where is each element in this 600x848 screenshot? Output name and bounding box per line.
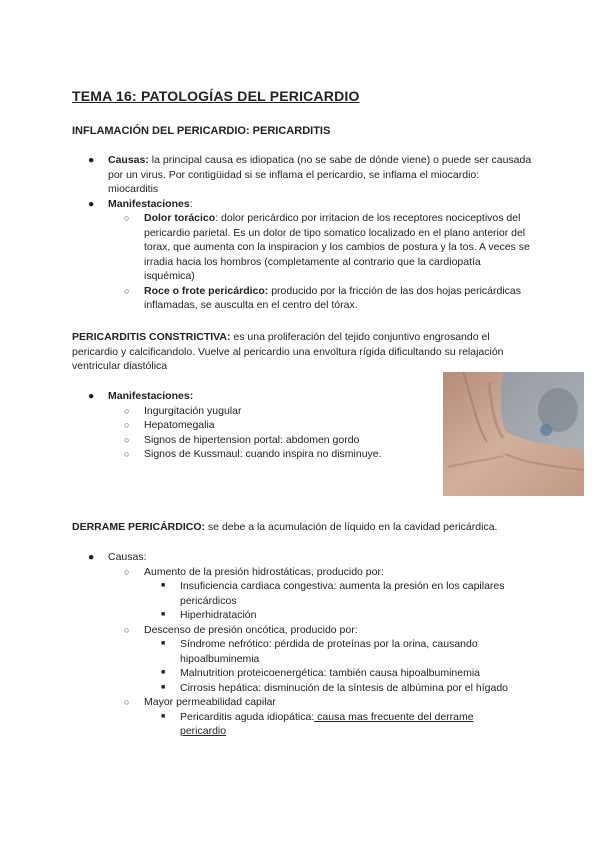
list-item: ■ Malnutrition proteicoenergética: también causa hipoalbuminemia: [161, 667, 481, 679]
circle-bullet-icon: ○: [124, 405, 130, 416]
list-item: ■ Síndrome nefrótico: pérdida de proteínas por la orina, causando hipoalbuminemia: [161, 638, 478, 665]
derrame-list: [72, 550, 522, 739]
square-bullet-icon: ■: [161, 582, 166, 589]
square-bullet-icon: ■: [161, 712, 166, 720]
list-item: ○ Signos de Kussmaul: cuando inspira no disminuye.: [124, 448, 382, 460]
list-item: ○ Ingurgitación yugular: [124, 404, 242, 417]
pericarditis-list: [72, 153, 532, 313]
bullet-icon: ●: [88, 390, 95, 402]
list-item: ■ Cirrosis hepática: disminución de la síntesis de albúmina por el hígado: [161, 681, 509, 694]
square-bullet-icon: ■: [161, 611, 166, 618]
circle-bullet-icon: ○: [124, 624, 130, 635]
list-item-causas: ● Causas: ○ Aumento de la presión hidrostáticas, producido por: ■ Insuficiencia cardiaca congestiva: aumenta la presión en los capilares pericárdicos ■ Hiperhidratación ○ Descenso de presión oncótica, producido por: ■ Síndrome nefrótico: pérdida de proteínas por la orina, causando hipoalbuminemia ■ Malnutrition proteicoenergética: también causa hipoalbuminemia ■ Cirrosis hepática: disminución de la síntesis de albúmina por el hígado ○ Mayor permeabilidad capilar ■ Pericarditis aguda idiopática: causa mas frecuente del derrame pericardio: [72, 550, 522, 739]
list-item-manifestaciones: ● Manifestaciones: ○ Dolor torácico: dolor pericárdico por irritacion de los receptores nociceptivos del pericardio parietal. Es un dolor de tipo somatico localizado en el plano anterior del torax, que aumenta con la inspiracion y los cambios de postura y la tos. A veces se irradia hacia los hombros (completamente al contrario que la cardiopatía isquémica) ○ Roce o frote pericárdico: producido por la fricción de las dos hojas pericárdicas inflamadas, se ausculta en el centro del tórax.: [72, 197, 532, 313]
list-item-oncotica: ○ Descenso de presión oncótica, producido por: ■ Síndrome nefrótico: pérdida de proteínas por la orina, causando hipoalbuminemia ■ Malnutrition proteicoenergética: también causa hipoalbuminemia ■ Cirrosis hepática: disminución de la síntesis de albúmina por el hígado: [108, 623, 522, 696]
list-item-roce: ○ Roce o frote pericárdico: producido por la fricción de las dos hojas pericárdicas inflamadas, se ausculta en el centro del tórax.: [124, 284, 521, 311]
list-item: ■ Pericarditis aguda idiopática: causa mas frecuente del derrame pericardio: [161, 710, 474, 737]
circle-bullet-icon: ○: [124, 434, 130, 445]
page-title: TEMA 16: PATOLOGÍAS DEL PERICARDIO: [72, 88, 360, 104]
list-item: ○ Signos de hipertension portal: abdomen gordo: [124, 433, 360, 446]
derrame-paragraph: DERRAME PERICÁRDICO: se debe a la acumulación de líquido en la cavidad pericárdica.: [72, 521, 498, 533]
list-item-manifestaciones: ● Manifestaciones: ○ Ingurgitación yugular ○ Hepatomegalia ○ Signos de hipertension portal: abdomen gordo ○ Signos de Kussmaul: cuando inspira no disminuye.: [72, 389, 432, 462]
circle-bullet-icon: ○: [124, 285, 130, 296]
list-item: ■ Insuficiencia cardiaca congestiva: aumenta la presión en los capilares pericárdicos: [161, 580, 505, 607]
jugular-distension-photo: [443, 372, 584, 496]
list-item-permeabilidad: ○ Mayor permeabilidad capilar ■ Pericarditis aguda idiopática: causa mas frecuente del derrame pericardio: [108, 695, 522, 739]
list-item: ■ Hiperhidratación: [161, 609, 257, 621]
square-bullet-icon: ■: [161, 683, 166, 691]
constrictiva-list: [72, 389, 432, 462]
circle-bullet-icon: ○: [124, 449, 130, 459]
circle-bullet-icon: ○: [124, 213, 130, 223]
square-bullet-icon: ■: [161, 669, 166, 676]
circle-bullet-icon: ○: [124, 566, 130, 577]
bullet-icon: ●: [88, 154, 95, 166]
square-bullet-icon: ■: [161, 640, 166, 647]
section-heading-pericarditis: INFLAMACIÓN DEL PERICARDIO: PERICARDITIS: [72, 125, 331, 137]
bullet-icon: ●: [88, 551, 95, 563]
constrictiva-paragraph: PERICARDITIS CONSTRICTIVA: es una proliferación del tejido conjuntivo engrosando el pericardio y calcificandolo. Vuelve al pericardio una envoltura rígida dificultando su relajación ventricular diastólica: [72, 331, 504, 372]
list-item: ○ Hepatomegalia: [124, 419, 215, 431]
circle-bullet-icon: ○: [124, 420, 130, 430]
circle-bullet-icon: ○: [124, 697, 130, 707]
bullet-icon: ●: [88, 197, 95, 210]
list-item-causas: ● Causas: la principal causa es idiopatica (no se sabe de dónde viene) o puede ser causada por un virus. Por contigüidad si se inflama el pericardio, se inflama el miocardio: miocarditis: [88, 154, 532, 195]
neck-image: [443, 372, 584, 496]
list-item-dolor: ○ Dolor torácico: dolor pericárdico por irritacion de los receptores nociceptivos del pericardio parietal. Es un dolor de tipo somatico localizado en el plano anterior del torax, que aumenta con la inspiracion y los cambios de postura y la tos. A veces se irradia hacia los hombros (completamente al contrario que la cardiopatía isquémica): [124, 212, 530, 282]
list-item-hidrostatica: ○ Aumento de la presión hidrostáticas, producido por: ■ Insuficiencia cardiaca congestiva: aumenta la presión en los capilares pericárdicos ■ Hiperhidratación: [108, 565, 522, 623]
